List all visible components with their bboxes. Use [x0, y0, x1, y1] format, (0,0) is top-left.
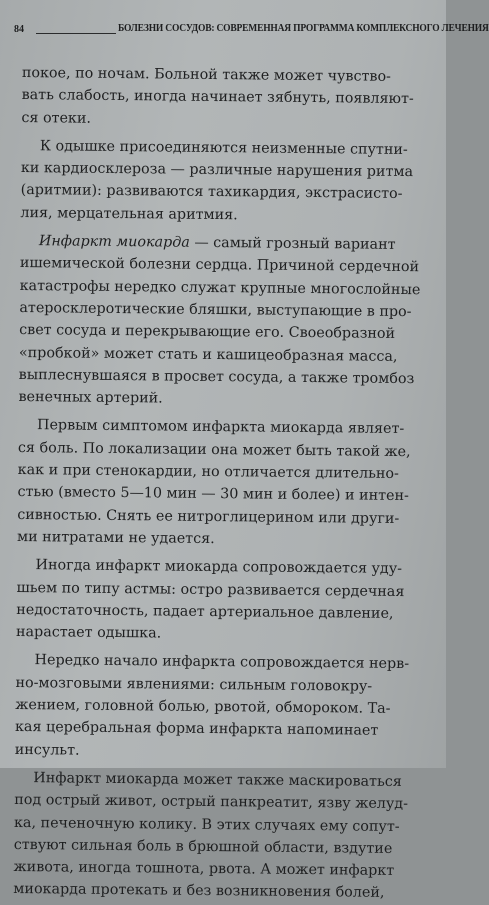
text-line: но-мозговыми явлениями: сильным головокру- — [15, 674, 373, 695]
text-line: Первым симптомом инфаркта миокарда являет- — [18, 417, 405, 438]
text-line: К одышке присоединяются неизменные спутни- — [21, 137, 408, 158]
line-text: — самый грозный вариант — [189, 234, 396, 253]
text-line: вать слабость, иногда начинает зябнуть, появляют- — [21, 87, 414, 108]
text-line: живота, иногда тошнота, рвота. А может инфаркт — [13, 859, 395, 880]
text-line: ми нитратами не удается. — [16, 528, 215, 547]
text-line: лия, мерцательная аритмия. — [20, 204, 238, 224]
text-line: ки кардиосклероза — различные нарушения ритма — [20, 160, 414, 181]
text-line: кая церебральная форма инфаркта напоминает — [14, 719, 379, 740]
page-header — [14, 22, 489, 40]
text-line: атеросклеротические бляшки, выступающие в про- — [19, 299, 412, 321]
text-line: нарастает одышка. — [15, 624, 162, 642]
text-line: ствуют сильная боль в брюшной области, вздутие — [13, 836, 393, 857]
text-line: покое, по ночам. Больной также может чувство- — [21, 64, 392, 85]
paragraph — [16, 554, 409, 647]
text-line: под острый живот, острый панкреатит, язву желуд- — [14, 792, 409, 813]
text-line: ка, печеночную колику. В этих случаях ему сопут- — [13, 814, 400, 835]
text-line: (аритмии): развиваются тахикардия, экстрасисто- — [20, 182, 403, 203]
running-title: БОЛЕЗНИ СОСУДОВ: СОВРЕМЕННАЯ ПРОГРАММА КОМПЛЕКСНОГО ЛЕЧЕНИЯ — [118, 23, 489, 34]
header-rule — [36, 33, 116, 34]
page-number: 84 — [14, 24, 24, 35]
text-line: свет сосуда и перекрывающие его. Своеобразной — [19, 322, 396, 343]
text-line: катастрофы нередко служат крупные многослойные — [19, 277, 421, 298]
paragraph — [21, 62, 414, 133]
text-line: Иногда инфаркт миокарда сопровождается уду- — [16, 557, 403, 578]
term-emphasis: Инфаркт миокарда — [20, 233, 190, 251]
text-line: недостаточность, падает артериальное давление, — [16, 601, 394, 622]
text-line: ишемической болезни сердца. Причиной сердечной — [19, 255, 420, 276]
text-line: венечных артерий. — [18, 389, 163, 407]
text-line: стью (вместо 5—10 мин — 30 мин и более) и интен- — [17, 484, 409, 505]
paragraph — [20, 135, 413, 228]
text-line: выплеснувшаяся в просвет сосуда, а также тромбоз — [18, 366, 415, 387]
text-line: как и при стенокардии, но отличается длительно- — [17, 462, 399, 483]
text-line: миокарда протекать и без возникновения болей, — [13, 881, 385, 902]
paragraph — [17, 414, 410, 552]
text-line: Инфаркт миокарда может также маскироваться — [14, 769, 402, 790]
text-line: ся боль. По локализации она может быть такой же, — [17, 439, 411, 460]
body-text — [13, 62, 421, 905]
text-line: «пробкой» может стать и кашицеобразная масса, — [18, 344, 398, 365]
paragraph — [15, 649, 408, 765]
paragraph — [18, 230, 421, 412]
paragraph — [13, 767, 409, 905]
text-line: шьем по типу астмы: остро развивается сердечная — [16, 579, 405, 600]
text-line: инсульт. — [14, 741, 80, 759]
text-line: ся отеки. — [21, 109, 92, 127]
text-line: жением, головной болью, рвотой, обмороком. Та- — [15, 696, 391, 717]
text-line: сивностью. Снять ее нитроглицерином или други- — [17, 506, 400, 527]
text-line: Нередко начало инфаркта сопровождается нерв- — [15, 652, 410, 673]
